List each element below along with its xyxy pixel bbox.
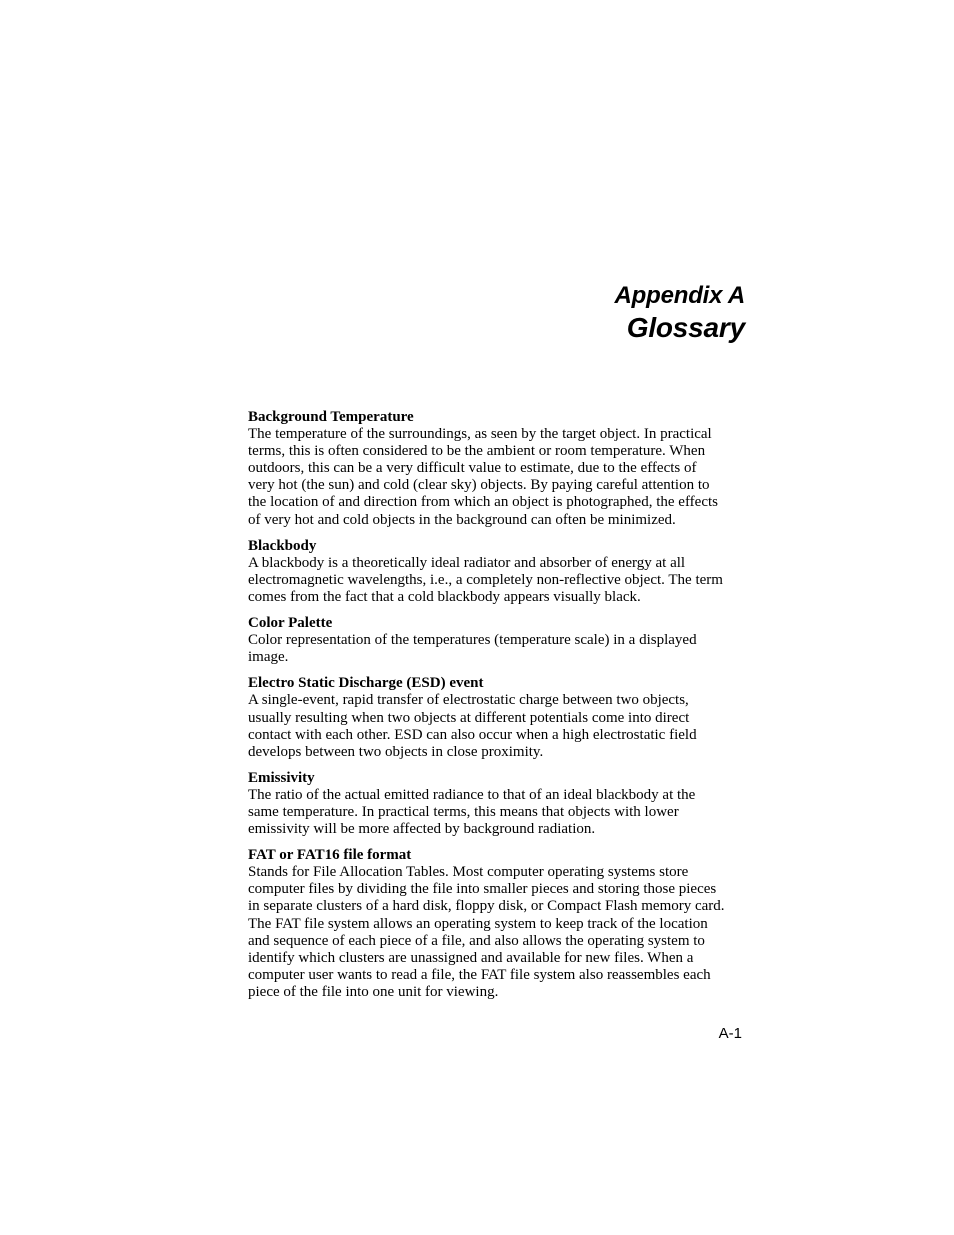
glossary-entry <box>248 409 748 529</box>
page-number: A-1 <box>718 1025 742 1042</box>
definition-line: piece of the file into one unit for viewing. <box>248 983 499 1000</box>
definition-line: A single-event, rapid transfer of electrostatic charge between two objects, <box>248 692 689 709</box>
definition-line: same temperature. In practical terms, this means that objects with lower <box>248 803 679 820</box>
definition-line: very hot (the sun) and cold (clear sky) objects. By paying careful attention to <box>248 477 710 494</box>
definition-line: and sequence of each piece of a file, and also allows the operating system to <box>248 932 705 949</box>
definition-line: computer user wants to read a file, the FAT file system also reassembles each <box>248 966 711 983</box>
glossary-list <box>248 409 748 1010</box>
glossary-term: Electro Static Discharge (ESD) event <box>248 675 484 692</box>
glossary-definition <box>248 555 748 606</box>
glossary-term: Emissivity <box>248 769 315 786</box>
definition-line: in separate clusters of a hard disk, floppy disk, or Compact Flash memory card. <box>248 898 725 915</box>
glossary-term: Blackbody <box>248 537 317 554</box>
definition-line: of very hot and cold objects in the background can often be minimized. <box>248 511 676 528</box>
chapter-title-block <box>400 280 745 344</box>
appendix-label: Appendix A <box>614 282 745 309</box>
definition-line: identify which clusters are unassigned and available for new files. When a <box>248 949 694 966</box>
definition-line: A blackbody is a theoretically ideal radiator and absorber of energy at all <box>248 554 686 571</box>
glossary-term: Color Palette <box>248 615 333 632</box>
definition-line: contact with each other. ESD can also occur when a high electrostatic field <box>248 726 697 743</box>
definition-line: computer files by dividing the file into smaller pieces and storing those pieces <box>248 881 717 898</box>
glossary-definition <box>248 692 748 760</box>
glossary-definition <box>248 864 748 1001</box>
definition-line: image. <box>248 649 289 666</box>
definition-line: usually resulting when two objects at different potentials come into direct <box>248 709 690 726</box>
definition-line: The temperature of the surroundings, as seen by the target object. In practical <box>248 426 712 443</box>
glossary-definition <box>248 787 748 838</box>
glossary-entry <box>248 675 748 760</box>
glossary-entry <box>248 538 748 606</box>
definition-line: The FAT file system allows an operating system to keep track of the location <box>248 915 708 932</box>
definition-line: Stands for File Allocation Tables. Most computer operating systems store <box>248 864 689 881</box>
definition-line: electromagnetic wavelengths, i.e., a completely non-reflective object. The term <box>248 571 723 588</box>
definition-line: terms, this is often considered to be the ambient or room temperature. When <box>248 443 706 460</box>
glossary-entry <box>248 615 748 666</box>
definition-line: The ratio of the actual emitted radiance to that of an ideal blackbody at the <box>248 786 696 803</box>
definition-line: Color representation of the temperatures (temperature scale) in a displayed <box>248 632 697 649</box>
glossary-definition <box>248 632 748 666</box>
glossary-term: Background Temperature <box>248 409 414 425</box>
definition-line: comes from the fact that a cold blackbody appears visually black. <box>248 588 641 605</box>
definition-line: the location of and direction from which an object is photographed, the effects <box>248 494 718 511</box>
definition-line: emissivity will be more affected by background radiation. <box>248 821 596 838</box>
glossary-entry <box>248 770 748 838</box>
glossary-definition <box>248 426 748 529</box>
glossary-entry <box>248 847 748 1001</box>
definition-line: develops between two objects in close proximity. <box>248 743 544 760</box>
definition-line: outdoors, this can be a very difficult value to estimate, due to the effects of <box>248 460 697 477</box>
glossary-term: FAT or FAT16 file format <box>248 847 412 864</box>
chapter-title: Glossary <box>626 312 745 343</box>
